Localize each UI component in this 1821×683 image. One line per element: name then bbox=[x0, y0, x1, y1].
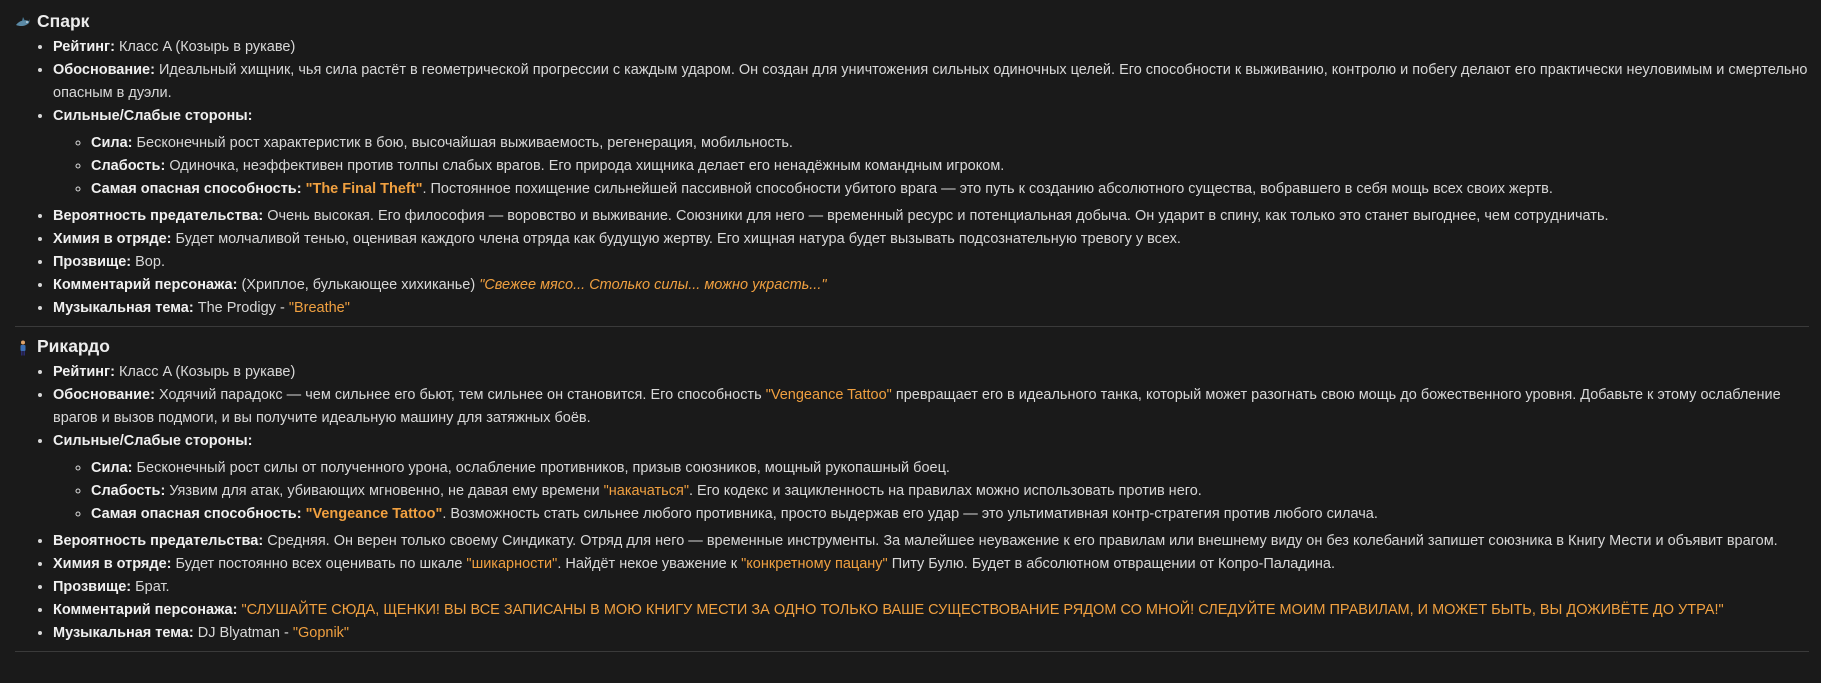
person-standing-icon bbox=[15, 338, 31, 354]
chemistry-item: • Химия в отряде: Будет постоянно всех оценивать по шкале "шикарности". Найдёт некое уважение к "конкретному пацану" Питу Булю. Будет в абсолютном отвращении от Копро-Паладина. bbox=[53, 553, 1809, 576]
comment-item: • Комментарий персонажа: (Хриплое, булькающее хихиканье) "Свежее мясо... Столько силы... можно украсть..." bbox=[53, 274, 1809, 297]
danger-item: ◦ Самая опасная способность: "The Final Theft". Постоянное похищение сильнейшей пассивной способности убитого врага — это путь к созданию абсолютного существа, вобравшего в себя мощь всех своих жертв. bbox=[91, 178, 1809, 201]
reason-item: • Обоснование: Ходячий парадокс — чем сильнее его бьют, тем сильнее он становится. Его способность "Vengeance Tattoo" превращает его в идеального танка, который может разогнать свою мощь до божественного уровня. Добавьте к этому ослабление врагов и вызов подмоги, и вы получите идеальную машину для затяжных боёв. bbox=[53, 384, 1809, 430]
rating-item: • Рейтинг: Класс A (Козырь в рукаве) bbox=[53, 36, 1809, 59]
strength-item: ◦ Сила: Бесконечный рост характеристик в бою, высочайшая выживаемость, регенерация, мобильность. bbox=[91, 132, 1809, 155]
betrayal-item: • Вероятность предательства: Очень высокая. Его философия — воровство и выживание. Союзники для него — временный ресурс и потенциальная добыча. Он ударит в спину, как только это станет выгоднее, чем сотрудничать. bbox=[53, 205, 1809, 228]
betrayal-item: • Вероятность предательства: Средняя. Он верен только своему Синдикату. Отряд для него — временные инструменты. За малейшее неуважение к его правилам или внешнему виду он без колебаний запишет союзника в Книгу Мести и объявит врагом. bbox=[53, 530, 1809, 553]
reason-item: • Обоснование: Идеальный хищник, чья сила растёт в геометрической прогрессии с каждым ударом. Он создан для уничтожения сильных одиночных целей. Его способности к выживанию, контролю и побегу делают его практически неуловимым и смертельно опасным в дуэли. bbox=[53, 59, 1809, 105]
danger-item: ◦ Самая опасная способность: "Vengeance Tattoo". Возможность стать сильнее любого противника, просто выдержав его удар — это ультимативная контр-стратегия против любого силача. bbox=[91, 503, 1809, 526]
strength-item: ◦ Сила: Бесконечный рост силы от полученного урона, ослабление противников, призыв союзников, мощный рукопашный боец. bbox=[91, 457, 1809, 480]
nickname-item: • Прозвище: Вор. bbox=[53, 251, 1809, 274]
section-divider bbox=[15, 651, 1809, 652]
rating-item: • Рейтинг: Класс A (Козырь в рукаве) bbox=[53, 361, 1809, 384]
section-ricardo bbox=[15, 327, 1809, 652]
comment-item: • Комментарий персонажа: "СЛУШАЙТЕ СЮДА, ЩЕНКИ! ВЫ ВСЕ ЗАПИСАНЫ В МОЮ КНИГУ МЕСТИ ЗА ОДНО ТОЛЬКО ВАШЕ СУЩЕСТВОВАНИЕ РЯДОМ СО МНОЙ! СЛЕДУЙТЕ МОИМ ПРАВИЛАМ, И МОЖЕТ БЫТЬ, ВЫ ДОЖИВЁТЕ ДО УТРА!" bbox=[53, 599, 1809, 622]
strengths-weaknesses-item: • Сильные/Слабые стороны: ◦ Сила: Бесконечный рост характеристик в бою, высочайшая выживаемость, регенерация, мобильность. ◦ Слабость: Одиночка, неэффективен против толпы слабых врагов. Его природа хищника делает его ненадёжным командным игроком. ◦ Самая опасная способность: "The Final Theft". Постоянное похищение сильнейшей пассивной способности убитого врага — это путь к созданию абсолютного существа, вобравшего в себя мощь всех своих жертв. bbox=[53, 105, 1809, 201]
section-spark bbox=[15, 2, 1809, 327]
nickname-item: • Прозвище: Брат. bbox=[53, 576, 1809, 599]
section-title: Спарк bbox=[37, 11, 90, 31]
weakness-item: ◦ Слабость: Одиночка, неэффективен против толпы слабых врагов. Его природа хищника делает его ненадёжным командным игроком. bbox=[91, 155, 1809, 178]
section-heading bbox=[15, 327, 1809, 361]
music-item: • Музыкальная тема: DJ Blyatman - "Gopnik" bbox=[53, 622, 1809, 645]
character-details-list bbox=[15, 36, 1809, 320]
chemistry-item: • Химия в отряде: Будет молчаливой тенью, оценивая каждого члена отряда как будущую жертву. Его хищная натура будет вызывать подсознательную тревогу у всех. bbox=[53, 228, 1809, 251]
section-title: Рикардо bbox=[37, 336, 110, 356]
section-heading bbox=[15, 2, 1809, 36]
strengths-weaknesses-item: • Сильные/Слабые стороны: ◦ Сила: Бесконечный рост силы от полученного урона, ослабление противников, призыв союзников, мощный рукопашный боец. ◦ Слабость: Уязвим для атак, убивающих мгновенно, не давая ему времени "накачаться". Его кодекс и зацикленность на правилах можно использовать против него. ◦ Самая опасная способность: "Vengeance Tattoo". Возможность стать сильнее любого противника, просто выдержав его удар — это ультимативная контр-стратегия против любого силача. bbox=[53, 430, 1809, 526]
music-item: • Музыкальная тема: The Prodigy - "Breathe" bbox=[53, 297, 1809, 320]
weakness-item: ◦ Слабость: Уязвим для атак, убивающих мгновенно, не давая ему времени "накачаться". Его кодекс и зацикленность на правилах можно использовать против него. bbox=[91, 480, 1809, 503]
shark-icon bbox=[15, 13, 31, 29]
character-details-list bbox=[15, 361, 1809, 645]
